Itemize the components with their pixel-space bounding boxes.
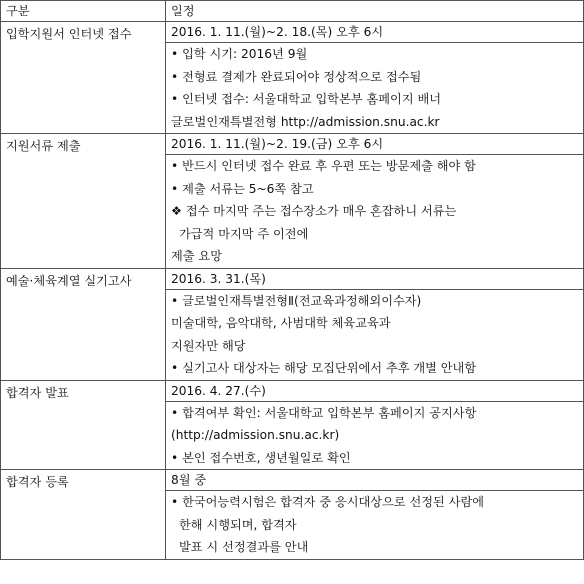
row-details: [166, 155, 584, 269]
bullet-item: • 입학 시기: 2016년 9월: [171, 43, 578, 66]
row-details: [166, 401, 584, 470]
bullet-item: • 반드시 인터넷 접수 완료 후 우편 또는 방문제출 해야 함: [171, 155, 578, 178]
bullet-item: • 본인 접수번호, 생년월일로 확인: [171, 447, 578, 470]
bullet-item: • 인터넷 접수: 서울대학교 입학본부 홈페이지 배너: [171, 88, 578, 111]
detail-line: 발표 시 선정결과를 안내: [179, 540, 309, 554]
table-header-row: [1, 1, 584, 22]
row-schedule-date: 2016. 1. 11.(월)~2. 18.(목) 오후 6시: [166, 22, 584, 43]
row-category-label: 지원서류 제출: [1, 134, 166, 269]
bullet-item: • 한국어능력시험은 합격자 중 응시대상으로 선정된 사람에: [171, 491, 578, 514]
row-details: [166, 289, 584, 380]
bullet-item: • 합격여부 확인: 서울대학교 입학본부 홈페이지 공지사항: [171, 402, 578, 425]
row-schedule-date: 2016. 3. 31.(목): [166, 268, 584, 289]
schedule-row: [1, 22, 584, 43]
row-category-label: 합격자 등록: [1, 470, 166, 560]
row-schedule-date: 8월 중: [166, 470, 584, 491]
row-details: [166, 491, 584, 560]
bullet-item: • 실기고사 대상자는 해당 모집단위에서 추후 개별 안내함: [171, 357, 578, 380]
row-category-label: 입학지원서 인터넷 접수: [1, 22, 166, 134]
row-category-label: 예술·체육계열 실기고사: [1, 268, 166, 380]
detail-line: 한해 시행되며, 합격자: [179, 517, 297, 532]
bullet-item: • 글로벌인재특별전형Ⅱ(전교육과정해외이수자): [171, 290, 578, 313]
header-category: 구분: [1, 1, 166, 22]
schedule-table-body: [1, 1, 584, 560]
detail-line: 가급적 마지막 주 이전에: [179, 226, 309, 241]
detail-line: 제출 요망: [171, 249, 222, 263]
detail-line: 글로벌인재특별전형 http://admission.snu.ac.kr: [171, 114, 440, 129]
detail-line: 지원자만 해당: [171, 338, 246, 353]
schedule-row: [1, 380, 584, 401]
bullet-item: • 제출 서류는 5~6쪽 참고: [171, 178, 578, 201]
header-schedule: 일정: [166, 1, 584, 22]
note-item: ❖ 접수 마지막 주는 접수장소가 매우 혼잡하니 서류는: [171, 200, 578, 223]
row-details: [166, 43, 584, 134]
row-schedule-date: 2016. 4. 27.(수): [166, 380, 584, 401]
schedule-row: [1, 134, 584, 155]
row-category-label: 합격자 발표: [1, 380, 166, 470]
row-schedule-date: 2016. 1. 11.(월)~2. 19.(금) 오후 6시: [166, 134, 584, 155]
schedule-row: [1, 268, 584, 289]
bullet-item: • 전형료 결제가 완료되어야 정상적으로 접수됨: [171, 66, 578, 89]
detail-line: (http://admission.snu.ac.kr): [171, 428, 340, 442]
schedule-row: [1, 470, 584, 491]
detail-line: 미술대학, 음악대학, 사범대학 체육교육과: [171, 316, 391, 330]
